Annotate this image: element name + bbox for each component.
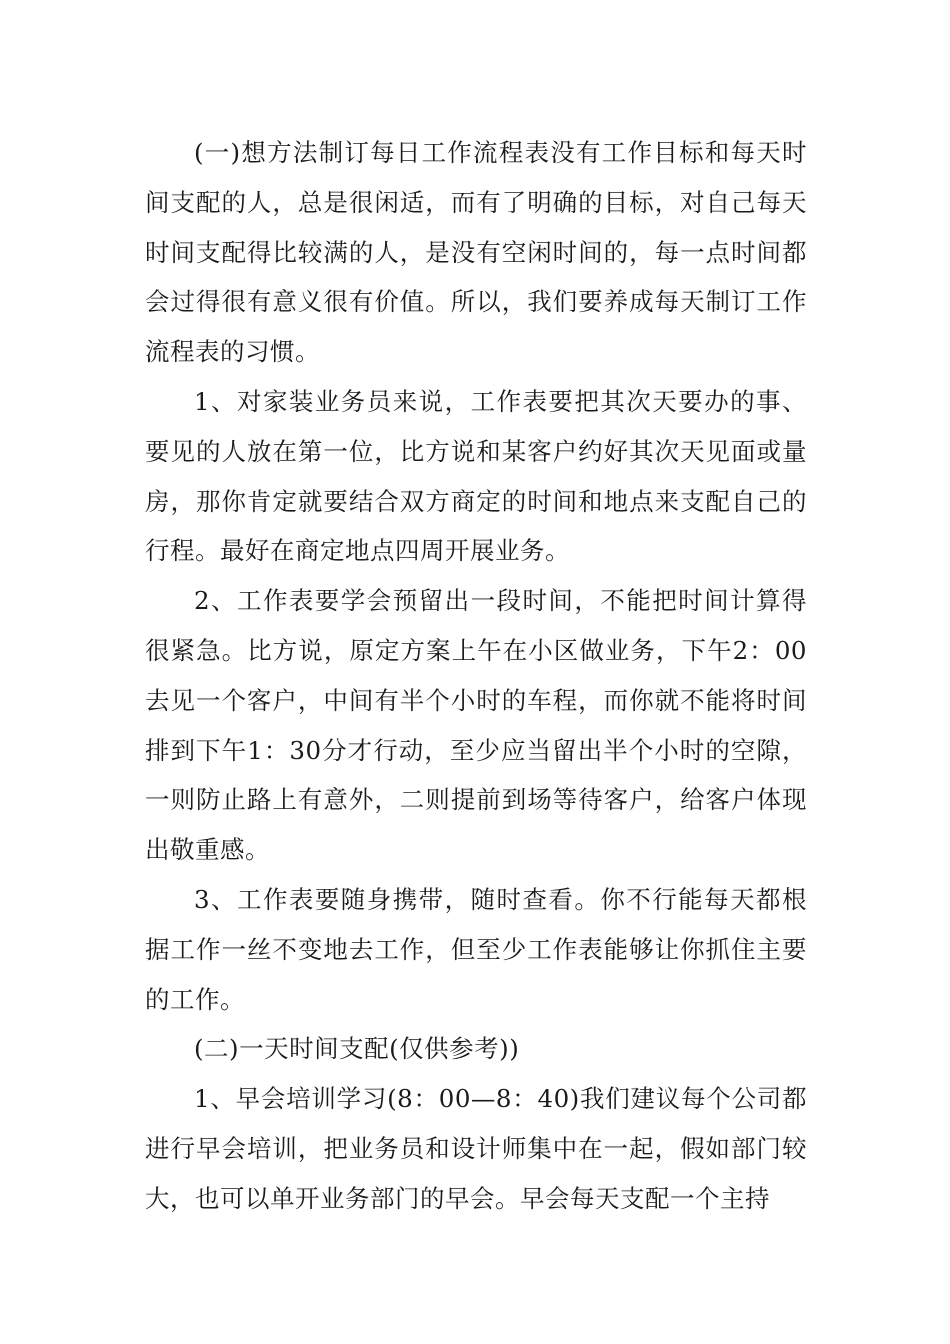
document-body xyxy=(145,128,807,1224)
section-two-item-1-paragraph: 1、早会培训学习(8：00—8：40)我们建议每个公司都进行早会培训，把业务员和设计师集中在一起，假如部门较大，也可以单开业务部门的早会。早会每天支配一个主持 xyxy=(145,1084,807,1213)
item-1-paragraph: 1、对家装业务员来说，工作表要把其次天要办的事、要见的人放在第一位，比方说和某客户约好其次天见面或量房，那你肯定就要结合双方商定的时间和地点来支配自己的行程。最好在商定地点四周开展业务。 xyxy=(145,386,807,566)
item-2-paragraph: 2、工作表要学会预留出一段时间，不能把时间计算得很紧急。比方说，原定方案上午在小区做业务，下午2：00去见一个客户，中间有半个小时的车程，而你就不能将时间排到下午1：30分才行动，至少应当留出半个小时的空隙，一则防止路上有意外，二则提前到场等待客户，给客户体现出敬重感。 xyxy=(145,586,807,865)
section-two-heading: (二)一天时间支配(仅供参考)) xyxy=(194,1034,520,1064)
item-3-paragraph: 3、工作表要随身携带，随时查看。你不行能每天都根据工作一丝不变地去工作，但至少工作表能够让你抓住主要的工作。 xyxy=(145,884,807,1014)
section-one-heading-paragraph: (一)想方法制订每日工作流程表没有工作目标和每天时间支配的人，总是很闲适，而有了明确的目标，对自己每天时间支配得比较满的人，是没有空闲时间的，每一点时间都会过得很有意义很有价值。所以，我们要养成每天制订工作流程表的习惯。 xyxy=(145,138,807,367)
